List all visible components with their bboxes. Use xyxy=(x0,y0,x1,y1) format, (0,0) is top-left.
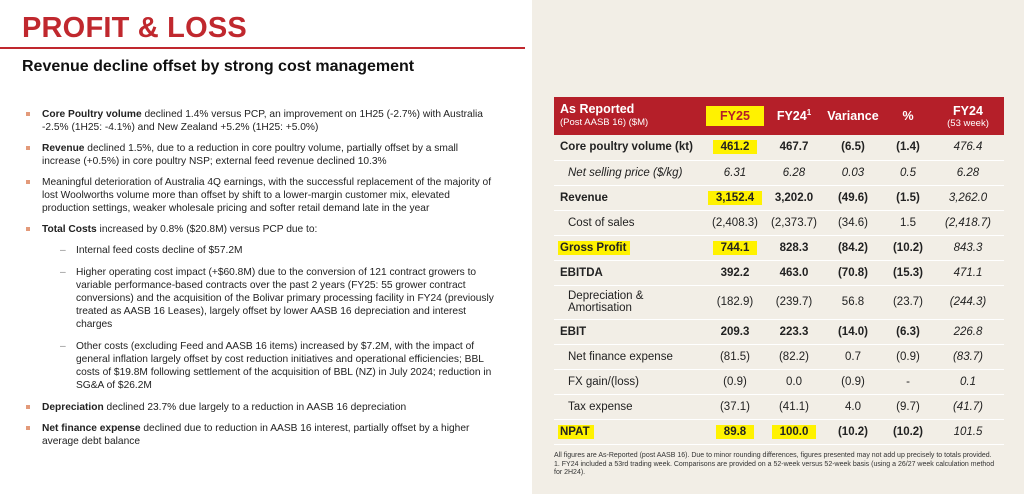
table-row xyxy=(554,235,1004,260)
cell-fy24w: (41.7) xyxy=(932,394,1004,419)
cell-variance: (6.5) xyxy=(822,135,884,160)
cell-variance: (14.0) xyxy=(822,319,884,344)
cell-pct: (0.9) xyxy=(884,344,932,369)
table-row xyxy=(554,419,1004,444)
cell-fy24: 467.7 xyxy=(766,135,822,160)
highlighted-value: 3,152.4 xyxy=(708,191,762,205)
sub-bullet-operating-cost xyxy=(24,266,494,331)
cell-fy24: (41.1) xyxy=(766,394,822,419)
cell-pct: (10.2) xyxy=(884,419,932,444)
bullet-text: Meaningful deterioration of Australia 4Q earnings, with the successful replacement of the majority of lost Woolworths volume more than offset by shift to a lower-margin customer mix, elevated production settings, weaker wholesale pricing and softer retail demand late in the year xyxy=(42,177,492,214)
header-fy24w-sub: (53 week) xyxy=(947,117,989,129)
bullet-text: increased by 0.8% ($20.8M) versus PCP due to: xyxy=(96,224,318,235)
highlighted-label: Gross Profit xyxy=(558,241,630,255)
cell-fy24w: (244.3) xyxy=(932,285,1004,319)
bullet-marker xyxy=(26,426,30,430)
row-label: Depreciation & Amortisation xyxy=(554,285,704,319)
bullet-bold: Net finance expense xyxy=(42,423,141,434)
highlighted-label: NPAT xyxy=(558,425,594,439)
table-row xyxy=(554,160,1004,185)
cell-fy24 xyxy=(766,419,822,444)
row-label: Tax expense xyxy=(554,394,704,419)
highlighted-value: 744.1 xyxy=(713,241,758,255)
header-as-reported xyxy=(554,97,704,135)
cell-pct: (1.4) xyxy=(884,135,932,160)
bullet-bold: Depreciation xyxy=(42,402,104,413)
bullet-marker xyxy=(26,405,30,409)
cell-variance: (49.6) xyxy=(822,185,884,210)
commentary-list xyxy=(24,108,494,456)
page-subtitle: Revenue decline offset by strong cost management xyxy=(22,58,415,75)
cell-fy24: (82.2) xyxy=(766,344,822,369)
cell-fy25 xyxy=(704,235,766,260)
title-divider xyxy=(0,47,525,49)
sub-bullet-text: Other costs (excluding Feed and AASB 16 items) increased by $7.2M, with the impact of general inflation largely offset by cost reduction initiatives and operational efficiencies; BBL costs of $19.8M following settlement of the acquisition of BBL (NZ) in July 2024; reduction in SG&A of $26.2M xyxy=(76,341,492,391)
table-header-row xyxy=(554,97,1004,135)
bullet-text: declined 1.5%, due to a reduction in core poultry volume, partially offset by a small increase (+0.5%) in core poultry NSP; external feed revenue declined 10.3% xyxy=(42,143,459,167)
row-label: FX gain/(loss) xyxy=(554,369,704,394)
header-label: As Reported xyxy=(560,102,635,116)
cell-variance: (10.2) xyxy=(822,419,884,444)
footnotes xyxy=(554,452,1004,478)
cell-fy25 xyxy=(704,135,766,160)
cell-variance: 0.03 xyxy=(822,160,884,185)
bullet-total-costs xyxy=(24,223,494,236)
bullet-bold: Core Poultry volume xyxy=(42,109,142,120)
cell-fy24w: 0.1 xyxy=(932,369,1004,394)
cell-fy24: (239.7) xyxy=(766,285,822,319)
row-label xyxy=(554,235,704,260)
cell-fy24w: 226.8 xyxy=(932,319,1004,344)
cell-fy24: (2,373.7) xyxy=(766,210,822,235)
cell-fy24w: 471.1 xyxy=(932,260,1004,285)
header-variance: Variance xyxy=(822,97,884,135)
header-fy25 xyxy=(704,97,766,135)
cell-pct: 0.5 xyxy=(884,160,932,185)
page-title: PROFIT & LOSS xyxy=(22,12,247,44)
cell-pct: 1.5 xyxy=(884,210,932,235)
cell-fy25 xyxy=(704,185,766,210)
row-label: Net finance expense xyxy=(554,344,704,369)
bullet-net-finance xyxy=(24,422,494,448)
sub-bullet-text: Higher operating cost impact (+$60.8M) due to the conversion of 121 contract growers to variable performance-based contracts over the past 2 years (FY25: 55 grower contract conversions) and the acquisition of the Bolivar primary processing facility in FY24 (previously treated as AASB 16 Leases), largely offset by lower AASB 16 depreciation and interest charges xyxy=(76,267,494,330)
cell-fy24: 6.28 xyxy=(766,160,822,185)
highlighted-value: 100.0 xyxy=(772,425,817,439)
header-sublabel: (Post AASB 16) ($M) xyxy=(560,117,649,128)
dash-marker: – xyxy=(60,341,66,352)
table-row xyxy=(554,260,1004,285)
row-label: EBITDA xyxy=(554,260,704,285)
highlighted-value: 89.8 xyxy=(716,425,754,439)
bullet-revenue xyxy=(24,142,494,168)
cell-pct: (1.5) xyxy=(884,185,932,210)
cell-pct: - xyxy=(884,369,932,394)
cell-fy24w: 843.3 xyxy=(932,235,1004,260)
cell-fy25: (0.9) xyxy=(704,369,766,394)
bullet-marker xyxy=(26,180,30,184)
cell-pct: (10.2) xyxy=(884,235,932,260)
table-row xyxy=(554,185,1004,210)
row-label: EBIT xyxy=(554,319,704,344)
cell-fy24: 463.0 xyxy=(766,260,822,285)
bullet-bold: Revenue xyxy=(42,143,85,154)
cell-fy24: 828.3 xyxy=(766,235,822,260)
cell-fy24: 223.3 xyxy=(766,319,822,344)
dash-marker: – xyxy=(60,245,66,256)
cell-fy24w: 476.4 xyxy=(932,135,1004,160)
table-row xyxy=(554,135,1004,160)
table-row xyxy=(554,394,1004,419)
sub-bullet-other-costs xyxy=(24,340,494,392)
sub-bullet-text: Internal feed costs decline of $57.2M xyxy=(76,245,243,256)
row-label: Cost of sales xyxy=(554,210,704,235)
cell-variance: 56.8 xyxy=(822,285,884,319)
bullet-text: declined 1.4% versus PCP, an improvement on 1H25 (-2.7%) with Australia -2.5% (1H25: -4.1%) and New Zealand +5.2% (1H25: +5.0%) xyxy=(42,109,483,133)
cell-fy24: 3,202.0 xyxy=(766,185,822,210)
table-row xyxy=(554,210,1004,235)
dash-marker: – xyxy=(60,267,66,278)
bullet-australia-4q xyxy=(24,176,494,215)
cell-variance: 0.7 xyxy=(822,344,884,369)
cell-variance: (34.6) xyxy=(822,210,884,235)
cell-fy25 xyxy=(704,419,766,444)
cell-fy24w: 101.5 xyxy=(932,419,1004,444)
row-label: Revenue xyxy=(554,185,704,210)
cell-pct: (9.7) xyxy=(884,394,932,419)
row-label: Core poultry volume (kt) xyxy=(554,135,704,160)
cell-variance: 4.0 xyxy=(822,394,884,419)
bullet-marker xyxy=(26,146,30,150)
bullet-core-poultry-volume xyxy=(24,108,494,134)
cell-fy25: (2,408.3) xyxy=(704,210,766,235)
table-row xyxy=(554,319,1004,344)
profit-loss-table xyxy=(554,97,1004,445)
sub-bullet-feed-costs xyxy=(24,244,494,257)
cell-variance: (84.2) xyxy=(822,235,884,260)
bullet-marker xyxy=(26,227,30,231)
cell-variance: (70.8) xyxy=(822,260,884,285)
bullet-marker xyxy=(26,112,30,116)
cell-fy25: (37.1) xyxy=(704,394,766,419)
cell-variance: (0.9) xyxy=(822,369,884,394)
cell-fy24w: (2,418.7) xyxy=(932,210,1004,235)
header-fy24-53wk xyxy=(932,97,1004,135)
bullet-text: declined due to reduction in AASB 16 interest, partially offset by a higher average debt balance xyxy=(42,423,470,447)
table-row xyxy=(554,344,1004,369)
highlighted-value: 461.2 xyxy=(713,140,758,154)
bullet-bold: Total Costs xyxy=(42,224,97,235)
header-fy24-label: FY24 xyxy=(776,109,807,124)
cell-fy24w: 3,262.0 xyxy=(932,185,1004,210)
cell-pct: (6.3) xyxy=(884,319,932,344)
cell-pct: (23.7) xyxy=(884,285,932,319)
cell-fy25: 6.31 xyxy=(704,160,766,185)
cell-pct: (15.3) xyxy=(884,260,932,285)
table-row xyxy=(554,285,1004,319)
bullet-depreciation xyxy=(24,401,494,414)
header-fy25-label: FY25 xyxy=(706,106,764,126)
cell-fy25: (81.5) xyxy=(704,344,766,369)
header-pct: % xyxy=(884,97,932,135)
table-row xyxy=(554,369,1004,394)
row-label: Net selling price ($/kg) xyxy=(554,160,704,185)
bullet-text: declined 23.7% due largely to a reduction in AASB 16 depreciation xyxy=(103,402,407,413)
cell-fy25: 392.2 xyxy=(704,260,766,285)
cell-fy25: 209.3 xyxy=(704,319,766,344)
cell-fy24: 0.0 xyxy=(766,369,822,394)
footnote-general: All figures are As-Reported (post AASB 16). Due to minor rounding differences, figures presented may not add up precisely to totals provided. xyxy=(554,452,992,459)
header-fy24 xyxy=(766,97,822,135)
cell-fy24w: (83.7) xyxy=(932,344,1004,369)
cell-fy24w: 6.28 xyxy=(932,160,1004,185)
header-fy24w-label: FY24 xyxy=(953,103,983,118)
cell-fy25: (182.9) xyxy=(704,285,766,319)
footnote-1: 1. FY24 included a 53rd trading week. Comparisons are provided on a 52-week versus 52-week basis (using a 26/27 week calculation method for 2H24). xyxy=(554,460,995,477)
row-label xyxy=(554,419,704,444)
footnote-ref: 1 xyxy=(806,108,812,118)
